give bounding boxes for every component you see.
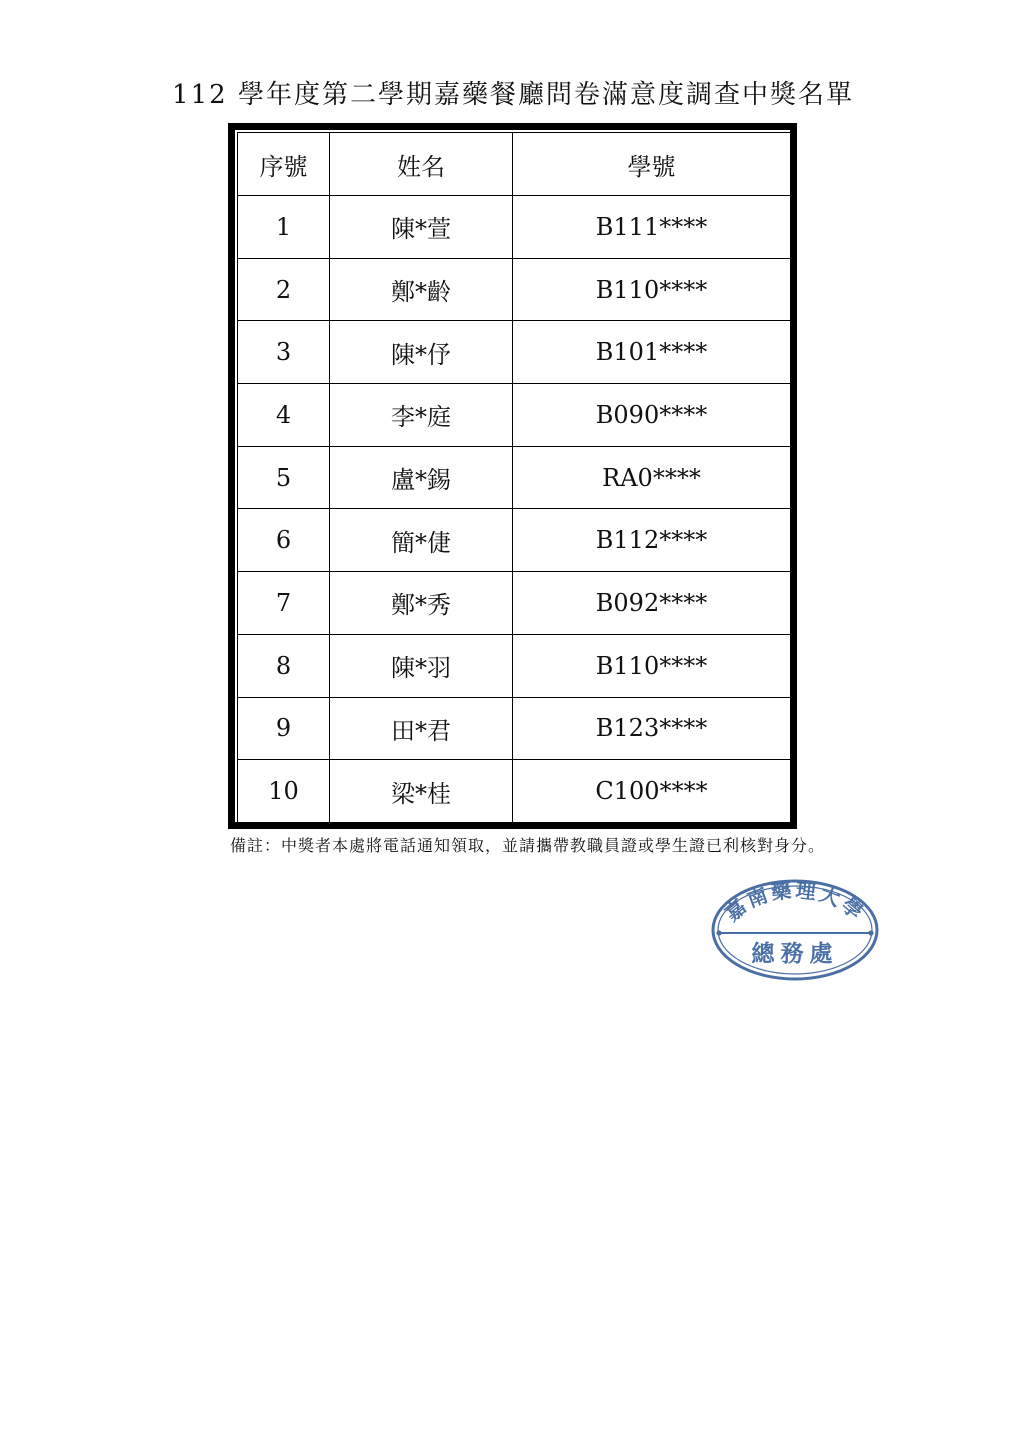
cell-name: 鄭*秀 <box>330 572 513 635</box>
cell-seq: 7 <box>238 572 330 635</box>
cell-seq: 10 <box>238 760 330 823</box>
winners-table-frame <box>228 123 797 829</box>
table-row <box>238 384 791 447</box>
table-row <box>238 258 791 321</box>
remark-note: 備註：中獎者本處將電話通知領取，並請攜帶教職員證或學生證已利核對身分。 <box>230 836 826 855</box>
header-seq: 序號 <box>238 133 330 196</box>
seal-inner-text: 總務處 <box>751 940 839 967</box>
cell-student-id: B101**** <box>513 321 791 384</box>
cell-name: 鄭*齡 <box>330 258 513 321</box>
cell-student-id: B111**** <box>513 196 791 259</box>
cell-name: 簡*倢 <box>330 509 513 572</box>
seal-outer-text: 嘉南藥理大學 <box>720 878 870 926</box>
cell-seq: 9 <box>238 697 330 760</box>
table-row <box>238 446 791 509</box>
cell-seq: 3 <box>238 321 330 384</box>
cell-student-id: B092**** <box>513 572 791 635</box>
cell-name: 田*君 <box>330 697 513 760</box>
cell-student-id: B112**** <box>513 509 791 572</box>
table-row <box>238 634 791 697</box>
official-seal-stamp <box>710 878 880 982</box>
cell-seq: 5 <box>238 446 330 509</box>
seal-dot-left <box>716 930 721 935</box>
cell-student-id: B123**** <box>513 697 791 760</box>
cell-seq: 8 <box>238 634 330 697</box>
cell-seq: 2 <box>238 258 330 321</box>
cell-seq: 6 <box>238 509 330 572</box>
cell-student-id: B110**** <box>513 258 791 321</box>
page-title: 112 學年度第二學期嘉藥餐廳問卷滿意度調查中獎名單 <box>172 80 854 110</box>
seal-dot-right <box>868 930 873 935</box>
cell-student-id: B110**** <box>513 634 791 697</box>
cell-name: 盧*錫 <box>330 446 513 509</box>
cell-student-id: RA0**** <box>513 446 791 509</box>
table-row <box>238 697 791 760</box>
table-row <box>238 509 791 572</box>
winners-table <box>237 132 791 823</box>
cell-name: 陳*羽 <box>330 634 513 697</box>
cell-name: 梁*桂 <box>330 760 513 823</box>
table-row <box>238 760 791 823</box>
cell-seq: 4 <box>238 384 330 447</box>
cell-name: 陳*萱 <box>330 196 513 259</box>
table-row <box>238 321 791 384</box>
cell-name: 陳*伃 <box>330 321 513 384</box>
header-student-id: 學號 <box>513 133 791 196</box>
table-row <box>238 196 791 259</box>
table-header-row <box>238 133 791 196</box>
cell-student-id: C100**** <box>513 760 791 823</box>
cell-student-id: B090**** <box>513 384 791 447</box>
header-name: 姓名 <box>330 133 513 196</box>
cell-seq: 1 <box>238 196 330 259</box>
cell-name: 李*庭 <box>330 384 513 447</box>
table-row <box>238 572 791 635</box>
